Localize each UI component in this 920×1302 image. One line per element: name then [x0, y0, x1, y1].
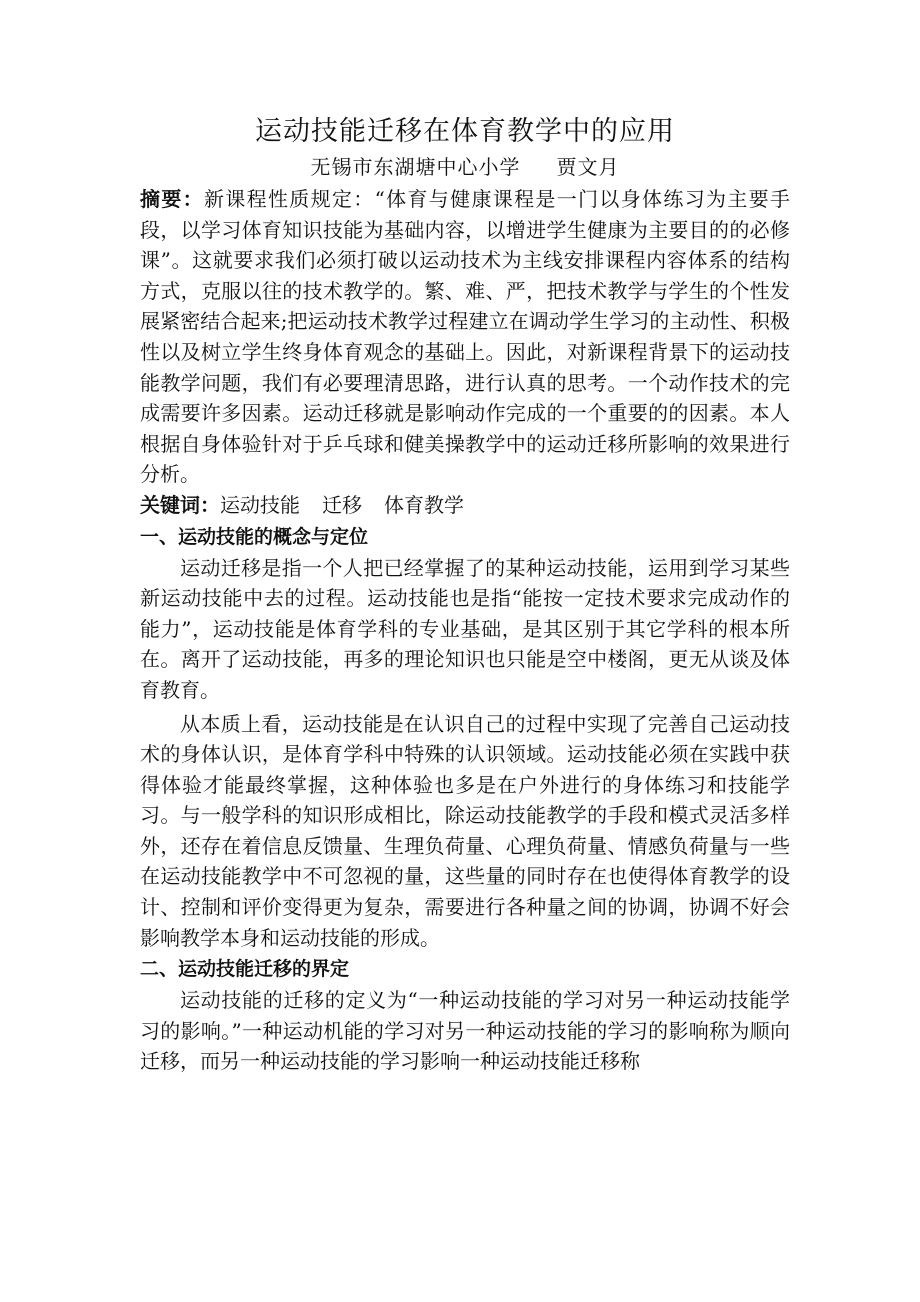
keywords-label: 关键词：: [140, 492, 220, 517]
abstract-text: 新课程性质规定：“体育与健康课程是一门以身体练习为主要手段，以学习体育知识技能为基础内容，以增进学生健康为主要目的的必修课”。这就要求我们必须打破以运动技术为主线安排课程内容体系的结构方式，克服以往的技术教学的。繁、难、严，把技术教学与学生的个性发展紧密结合起来;把运动技术教学过程建立在调动学生学习的主动性、积极性以及树立学生终身体育观念的基础上。因此，对新课程背景下的运动技能教学问题，我们有必要理清思路，进行认真的思考。一个动作技术的完成需要许多因素。运动迁移就是影响动作完成的一个重要的的因素。本人根据自身体验针对于乒乓球和健美操教学中的运动迁移所影响的效果进行分析。: [140, 187, 790, 487]
keyword-1: 运动技能: [220, 492, 300, 517]
keyword-3: 体育教学: [384, 492, 464, 517]
section-2-paragraph-1: 运动技能的迁移的定义为“一种运动技能的学习对另一种运动技能学习的影响。”一种运动机能的学习对另一种运动技能的学习的影响称为顺向迁移，而另一种运动技能的学习影响一种运动技能迁移称: [140, 988, 790, 1074]
section-1-heading: 一、运动技能的概念与定位: [140, 525, 369, 548]
abstract-paragraph: [140, 184, 790, 490]
document-page: [140, 112, 790, 1077]
abstract-label: 摘要：: [140, 187, 204, 211]
section-1-paragraph-2: 从本质上看，运动技能是在认识自己的过程中实现了完善自己运动技术的身体认识，是体育学科中特殊的认识领域。运动技能必须在实践中获得体验才能最终掌握，这种体验也多是在户外进行的身体练习和技能学习。与一般学科的知识形成相比，除运动技能教学的手段和模式灵活多样外，还存在着信息反馈量、生理负荷量、心理负荷量、情感负荷量与一些在运动技能教学中不可忽视的量，这些量的同时存在也使得体育教学的设计、控制和评价变得更为复杂，需要进行各种量之间的协调，协调不好会影响教学本身和运动技能的形成。: [140, 711, 790, 950]
section-2-heading: 二、运动技能迁移的界定: [140, 958, 350, 981]
keyword-2: 迁移: [322, 492, 362, 517]
document-title: 运动技能迁移在体育教学中的应用: [255, 116, 675, 147]
author-name: 贾文月: [556, 155, 620, 179]
byline: [140, 152, 790, 182]
school-name: 无锡市东湖塘中心小学: [310, 155, 521, 179]
keywords-line: [140, 490, 790, 521]
section-1-paragraph-1: 运动迁移是指一个人把已经掌握了的某种运动技能，运用到学习某些新运动技能中去的过程。运动技能也是指“能按一定技术要求完成动作的能力”，运动技能是体育学科的专业基础，是其区别于其它学科的根本所在。离开了运动技能，再多的理论知识也只能是空中楼阁，更无从谈及体育教育。: [140, 555, 790, 702]
